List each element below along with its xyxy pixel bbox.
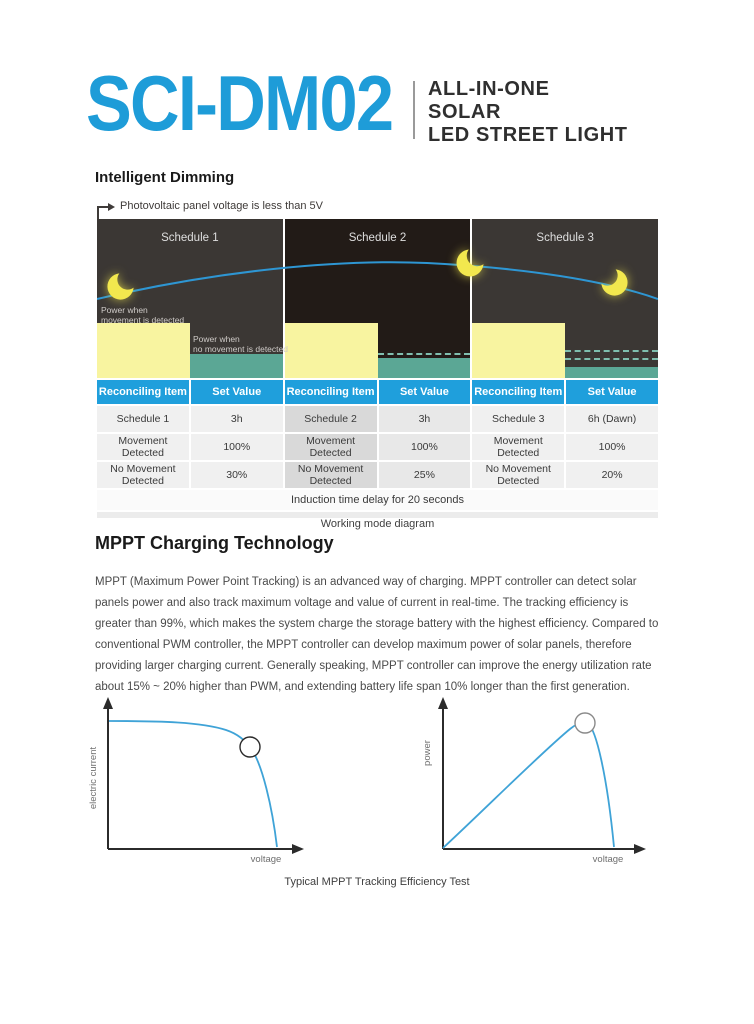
schedule-3-dashed-level-line-1 (565, 358, 658, 360)
schedule-panels (97, 219, 658, 378)
schedule-2-panel (285, 219, 471, 378)
table-header-cell: Set Value (191, 380, 283, 404)
reconciling-table (97, 380, 658, 518)
schedule-1-movement-power-bar (97, 323, 190, 378)
table-cell: Schedule 1 (97, 406, 189, 432)
table-header-cell: Reconciling Item (285, 380, 377, 404)
y-axis-arrow-icon (103, 697, 113, 709)
table-cell: No Movement Detected (285, 462, 377, 488)
schedule-2-label: Schedule 2 (348, 232, 407, 244)
pv-curve-chart (418, 693, 658, 865)
table-cell: Movement Detected (285, 434, 377, 460)
header-divider (413, 81, 415, 139)
table-cell: 100% (379, 434, 471, 460)
schedule-3-dashed-level-line-2 (565, 350, 658, 352)
table-cell: Schedule 2 (285, 406, 377, 432)
x-axis-arrow-icon (292, 844, 304, 854)
annotation-elbow-line-horizontal (97, 206, 108, 208)
schedule-2-dashed-level-line (378, 353, 471, 355)
table-cell: 3h (379, 406, 471, 432)
table-cell: 3h (191, 406, 283, 432)
schedule-2-movement-power-bar (285, 323, 378, 378)
subtitle-line-2: SOLAR (428, 101, 501, 123)
table-cell: 6h (Dawn) (566, 406, 658, 432)
schedule-3-movement-power-bar (472, 323, 565, 378)
moon-icon (103, 269, 138, 304)
section-heading-intelligent-dimming: Intelligent Dimming (95, 169, 235, 186)
power-no-movement-label: Power when no movement is detected (193, 334, 288, 354)
subtitle-line-3: LED STREET LIGHT (428, 124, 628, 146)
schedule-1-no-movement-power-bar (190, 354, 283, 378)
y-axis-label: power (422, 740, 433, 766)
x-axis-arrow-icon (634, 844, 646, 854)
x-axis-label: voltage (250, 854, 282, 865)
subtitle-line-1: ALL-IN-ONE (428, 78, 550, 100)
table-header-cell: Reconciling Item (97, 380, 189, 404)
mppt-paragraph: MPPT (Maximum Power Point Tracking) is an advanced way of charging. MPPT controller can detect solar panels power and also track maximum voltage and value of current in real-time. The tracking efficiency is greater than 99%, which makes the system charge the storage battery with the highest efficiency. Compared to conventional PWM controller, the MPPT controller can develop maximum power of solar panels, therefore providing larger charging current. Generally speaking, MPPT controller can improve the energy utilization rate about 15% ~ 20% higher than PWM, and extending battery life span 10% longer than the first generation. (95, 575, 659, 693)
table-cell: No Movement Detected (97, 462, 189, 488)
schedule-1-label: Schedule 1 (161, 232, 219, 244)
y-axis-label: electric current (88, 746, 99, 810)
table-header-cell: Set Value (566, 380, 658, 404)
annotation-elbow-line (97, 206, 99, 220)
moon-icon (452, 245, 488, 281)
table-cell: Movement Detected (472, 434, 564, 460)
table-cell: Movement Detected (97, 434, 189, 460)
table-footer-note: Induction time delay for 20 seconds (97, 490, 658, 510)
annotation-text: Photovoltaic panel voltage is less than 5V (120, 200, 324, 212)
table-header-cell: Reconciling Item (472, 380, 564, 404)
efficiency-test-caption: Typical MPPT Tracking Efficiency Test (284, 876, 470, 888)
table-cell: No Movement Detected (472, 462, 564, 488)
schedule-2-no-movement-power-bar (378, 358, 471, 378)
mpp-marker (240, 737, 260, 757)
moon-icon (597, 265, 632, 300)
annotation-arrow-icon (108, 203, 115, 211)
section-heading-mppt: MPPT Charging Technology (95, 533, 334, 553)
schedule-3-label: Schedule 3 (536, 232, 594, 244)
power-movement-label: Power when movement is detected (101, 305, 185, 325)
product-subtitle (428, 78, 628, 147)
working-mode-caption: Working mode diagram (320, 518, 435, 530)
table-cell: Schedule 3 (472, 406, 564, 432)
schedule-3-no-movement-power-bar (565, 367, 658, 378)
table-cell: 25% (379, 462, 471, 488)
table-cell: 30% (191, 462, 283, 488)
table-header-cell: Set Value (379, 380, 471, 404)
product-model-title: SCI-DM02 (86, 59, 393, 147)
pv-curve (443, 723, 614, 848)
table-cell: 100% (191, 434, 283, 460)
mpp-marker (575, 713, 595, 733)
x-axis-label: voltage (592, 854, 624, 865)
table-cell: 100% (566, 434, 658, 460)
working-mode-diagram (97, 219, 658, 378)
table-cell: 20% (566, 462, 658, 488)
y-axis-arrow-icon (438, 697, 448, 709)
iv-curve-chart (86, 693, 316, 865)
